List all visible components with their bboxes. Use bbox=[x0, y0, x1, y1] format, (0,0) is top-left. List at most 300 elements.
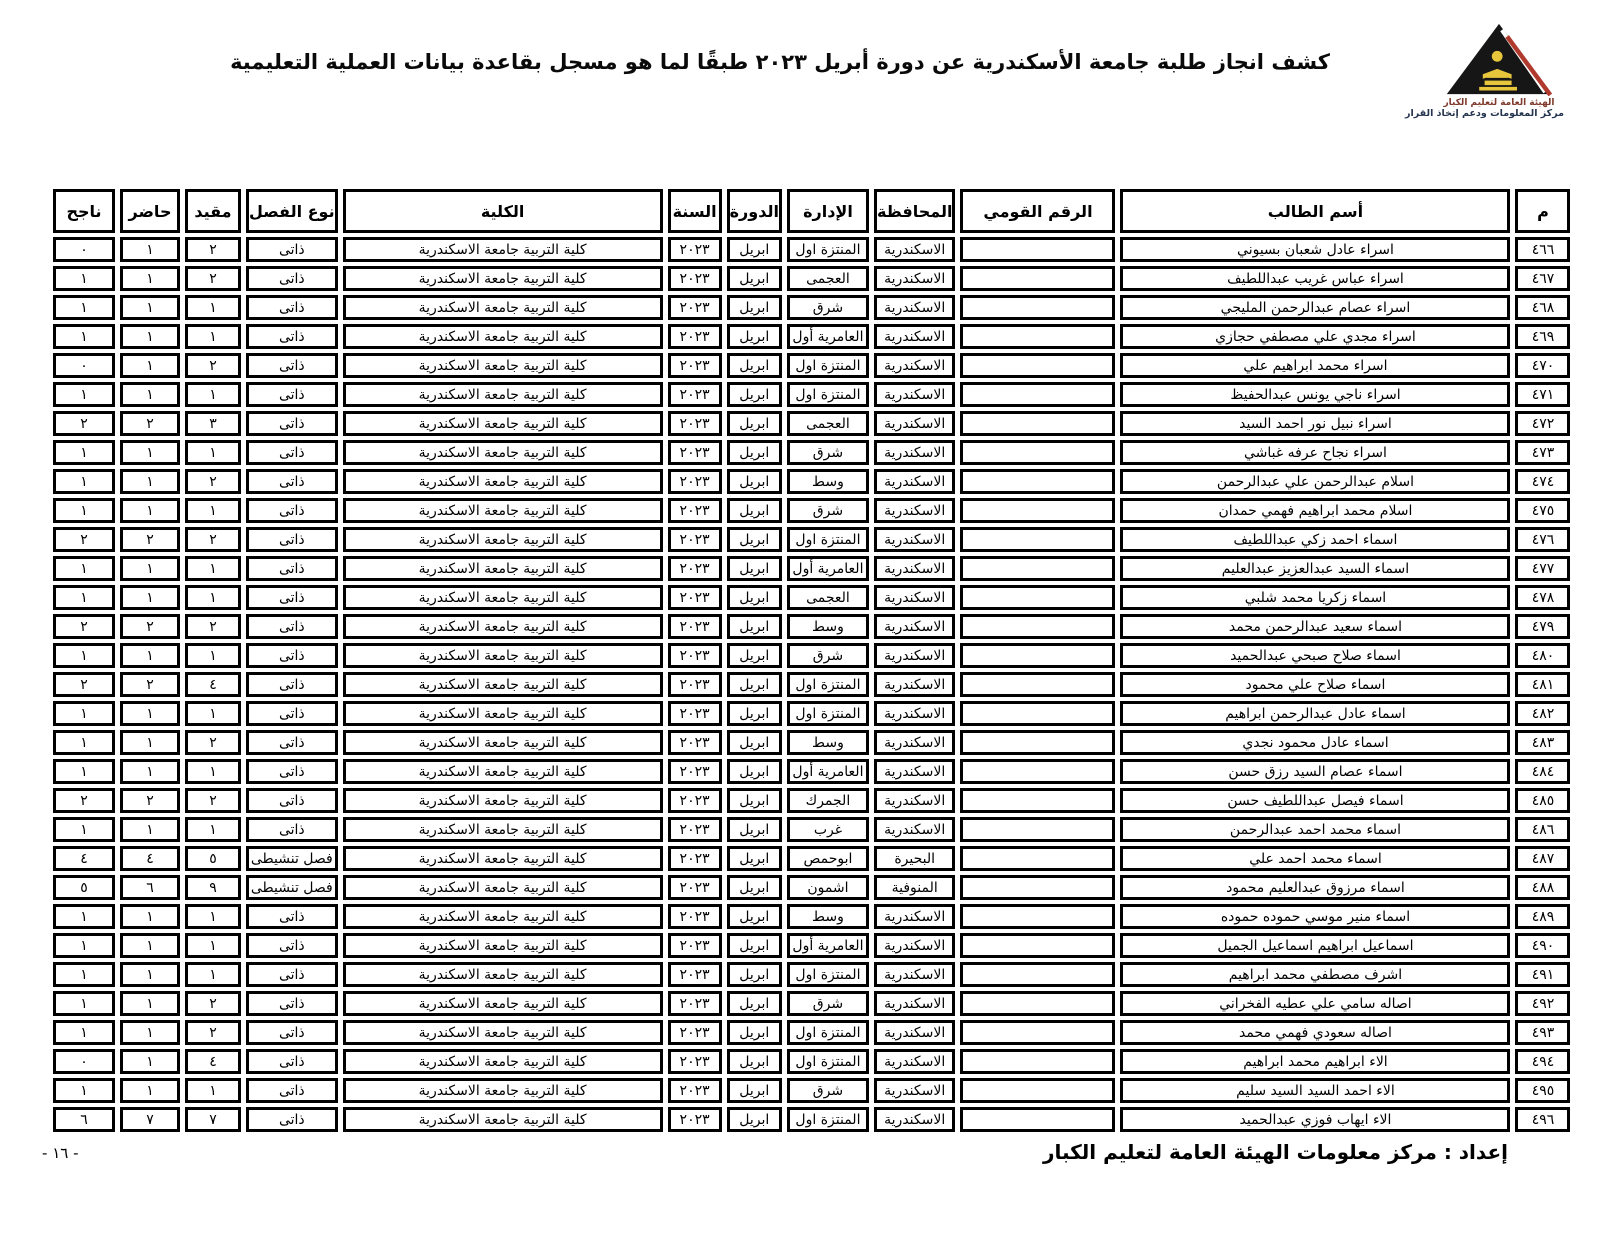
cell-college: كلية التربية جامعة الاسكندرية bbox=[343, 295, 663, 320]
table-header-row bbox=[53, 189, 1570, 233]
cell-year: ٢٠٢٣ bbox=[668, 1078, 722, 1103]
cell-passed: ١ bbox=[53, 817, 115, 842]
cell-governorate: المنوفية bbox=[874, 875, 956, 900]
cell-governorate: الاسكندرية bbox=[874, 585, 956, 610]
cell-enrolled: ٢ bbox=[185, 991, 241, 1016]
cell-enrolled: ٤ bbox=[185, 672, 241, 697]
cell-administration: شرق bbox=[787, 440, 869, 465]
cell-session: ابريل bbox=[727, 991, 782, 1016]
cell-national_id bbox=[960, 933, 1115, 958]
cell-passed: ١ bbox=[53, 295, 115, 320]
cell-no: ٤٧١ bbox=[1515, 382, 1570, 407]
cell-governorate: الاسكندرية bbox=[874, 498, 956, 523]
cell-present: ١ bbox=[120, 382, 180, 407]
cell-session: ابريل bbox=[727, 1049, 782, 1074]
cell-no: ٤٨٣ bbox=[1515, 730, 1570, 755]
cell-year: ٢٠٢٣ bbox=[668, 237, 722, 262]
cell-enrolled: ٢ bbox=[185, 614, 241, 639]
student-row bbox=[53, 585, 1570, 610]
cell-year: ٢٠٢٣ bbox=[668, 1107, 722, 1132]
cell-present: ١ bbox=[120, 933, 180, 958]
cell-no: ٤٨١ bbox=[1515, 672, 1570, 697]
cell-passed: ١ bbox=[53, 469, 115, 494]
cell-administration: المنتزة اول bbox=[787, 672, 869, 697]
cell-enrolled: ٣ bbox=[185, 411, 241, 436]
cell-present: ٦ bbox=[120, 875, 180, 900]
cell-year: ٢٠٢٣ bbox=[668, 614, 722, 639]
cell-no: ٤٧٦ bbox=[1515, 527, 1570, 552]
cell-class_type: ذاتى bbox=[246, 1107, 338, 1132]
cell-present: ١ bbox=[120, 469, 180, 494]
cell-college: كلية التربية جامعة الاسكندرية bbox=[343, 1049, 663, 1074]
cell-year: ٢٠٢٣ bbox=[668, 817, 722, 842]
cell-present: ١ bbox=[120, 904, 180, 929]
table-body bbox=[53, 237, 1570, 1132]
cell-enrolled: ٤ bbox=[185, 1049, 241, 1074]
cell-name: اسماء زكريا محمد شلبي bbox=[1120, 585, 1510, 610]
cell-administration: شرق bbox=[787, 295, 869, 320]
cell-administration: غرب bbox=[787, 817, 869, 842]
student-row bbox=[53, 1020, 1570, 1045]
cell-year: ٢٠٢٣ bbox=[668, 498, 722, 523]
student-row bbox=[53, 237, 1570, 262]
student-row bbox=[53, 411, 1570, 436]
cell-college: كلية التربية جامعة الاسكندرية bbox=[343, 527, 663, 552]
prepared-by-note: إعداد : مركز معلومات الهيئة العامة لتعليم الكبار bbox=[1042, 1140, 1508, 1164]
student-row bbox=[53, 991, 1570, 1016]
student-row bbox=[53, 904, 1570, 929]
cell-national_id bbox=[960, 585, 1115, 610]
cell-name: اسماء صلاح علي محمود bbox=[1120, 672, 1510, 697]
column-header-no: م bbox=[1515, 189, 1570, 233]
cell-administration: وسط bbox=[787, 730, 869, 755]
students-report-table bbox=[48, 185, 1575, 1136]
cell-college: كلية التربية جامعة الاسكندرية bbox=[343, 353, 663, 378]
cell-session: ابريل bbox=[727, 730, 782, 755]
cell-college: كلية التربية جامعة الاسكندرية bbox=[343, 846, 663, 871]
cell-enrolled: ٢ bbox=[185, 730, 241, 755]
cell-no: ٤٨٧ bbox=[1515, 846, 1570, 871]
cell-name: اصاله سامي علي عطيه الفخراني bbox=[1120, 991, 1510, 1016]
cell-year: ٢٠٢٣ bbox=[668, 1049, 722, 1074]
cell-enrolled: ١ bbox=[185, 962, 241, 987]
cell-year: ٢٠٢٣ bbox=[668, 382, 722, 407]
cell-no: ٤٨٢ bbox=[1515, 701, 1570, 726]
cell-no: ٤٦٧ bbox=[1515, 266, 1570, 291]
student-row bbox=[53, 643, 1570, 668]
cell-administration: العامرية أول bbox=[787, 556, 869, 581]
cell-college: كلية التربية جامعة الاسكندرية bbox=[343, 440, 663, 465]
cell-governorate: الاسكندرية bbox=[874, 411, 956, 436]
cell-session: ابريل bbox=[727, 237, 782, 262]
cell-governorate: الاسكندرية bbox=[874, 440, 956, 465]
cell-no: ٤٨٨ bbox=[1515, 875, 1570, 900]
cell-enrolled: ١ bbox=[185, 817, 241, 842]
cell-national_id bbox=[960, 324, 1115, 349]
cell-passed: ١ bbox=[53, 498, 115, 523]
cell-national_id bbox=[960, 1049, 1115, 1074]
cell-national_id bbox=[960, 382, 1115, 407]
cell-college: كلية التربية جامعة الاسكندرية bbox=[343, 585, 663, 610]
cell-present: ١ bbox=[120, 991, 180, 1016]
cell-enrolled: ٢ bbox=[185, 527, 241, 552]
cell-national_id bbox=[960, 846, 1115, 871]
cell-no: ٤٨٩ bbox=[1515, 904, 1570, 929]
cell-name: اسماء مرزوق عبدالعليم محمود bbox=[1120, 875, 1510, 900]
cell-present: ٧ bbox=[120, 1107, 180, 1132]
cell-session: ابريل bbox=[727, 672, 782, 697]
column-header-college: الكلية bbox=[343, 189, 663, 233]
cell-passed: ١ bbox=[53, 904, 115, 929]
student-row bbox=[53, 759, 1570, 784]
cell-session: ابريل bbox=[727, 962, 782, 987]
cell-enrolled: ١ bbox=[185, 759, 241, 784]
cell-college: كلية التربية جامعة الاسكندرية bbox=[343, 498, 663, 523]
column-header-governorate: المحافظة bbox=[874, 189, 956, 233]
cell-governorate: الاسكندرية bbox=[874, 1078, 956, 1103]
cell-governorate: الاسكندرية bbox=[874, 643, 956, 668]
cell-class_type: ذاتى bbox=[246, 527, 338, 552]
cell-administration: المنتزة اول bbox=[787, 353, 869, 378]
cell-governorate: الاسكندرية bbox=[874, 469, 956, 494]
cell-college: كلية التربية جامعة الاسكندرية bbox=[343, 759, 663, 784]
cell-class_type: ذاتى bbox=[246, 904, 338, 929]
cell-year: ٢٠٢٣ bbox=[668, 991, 722, 1016]
cell-name: اسماعيل ابراهيم اسماعيل الجميل bbox=[1120, 933, 1510, 958]
cell-name: اشرف مصطفي محمد ابراهيم bbox=[1120, 962, 1510, 987]
cell-class_type: ذاتى bbox=[246, 962, 338, 987]
cell-name: اسراء ناجي يونس عبدالحفيظ bbox=[1120, 382, 1510, 407]
cell-no: ٤٧٣ bbox=[1515, 440, 1570, 465]
student-row bbox=[53, 527, 1570, 552]
cell-administration: شرق bbox=[787, 1078, 869, 1103]
cell-name: اسماء عادل محمود نجدي bbox=[1120, 730, 1510, 755]
cell-year: ٢٠٢٣ bbox=[668, 875, 722, 900]
cell-administration: وسط bbox=[787, 469, 869, 494]
cell-session: ابريل bbox=[727, 469, 782, 494]
column-header-enrolled: مقيد bbox=[185, 189, 241, 233]
cell-class_type: ذاتى bbox=[246, 556, 338, 581]
cell-session: ابريل bbox=[727, 933, 782, 958]
cell-passed: ٤ bbox=[53, 846, 115, 871]
cell-administration: المنتزة اول bbox=[787, 382, 869, 407]
student-row bbox=[53, 353, 1570, 378]
cell-name: اسماء محمد احمد عبدالرحمن bbox=[1120, 817, 1510, 842]
cell-national_id bbox=[960, 1020, 1115, 1045]
cell-present: ١ bbox=[120, 701, 180, 726]
cell-administration: العامرية أول bbox=[787, 759, 869, 784]
cell-name: الاء ايهاب فوزي عبدالحميد bbox=[1120, 1107, 1510, 1132]
cell-enrolled: ٢ bbox=[185, 788, 241, 813]
cell-year: ٢٠٢٣ bbox=[668, 411, 722, 436]
student-row bbox=[53, 469, 1570, 494]
cell-present: ٢ bbox=[120, 411, 180, 436]
cell-session: ابريل bbox=[727, 498, 782, 523]
cell-administration: اشمون bbox=[787, 875, 869, 900]
cell-class_type: ذاتى bbox=[246, 672, 338, 697]
cell-year: ٢٠٢٣ bbox=[668, 788, 722, 813]
cell-college: كلية التربية جامعة الاسكندرية bbox=[343, 701, 663, 726]
cell-national_id bbox=[960, 237, 1115, 262]
cell-class_type: ذاتى bbox=[246, 701, 338, 726]
cell-present: ٢ bbox=[120, 614, 180, 639]
cell-administration: وسط bbox=[787, 904, 869, 929]
cell-name: اسراء عصام عبدالرحمن المليجي bbox=[1120, 295, 1510, 320]
cell-college: كلية التربية جامعة الاسكندرية bbox=[343, 556, 663, 581]
cell-session: ابريل bbox=[727, 614, 782, 639]
cell-administration: المنتزة اول bbox=[787, 237, 869, 262]
cell-passed: ١ bbox=[53, 382, 115, 407]
cell-passed: ٢ bbox=[53, 672, 115, 697]
authority-logo bbox=[1405, 22, 1564, 119]
cell-class_type: ذاتى bbox=[246, 788, 338, 813]
cell-college: كلية التربية جامعة الاسكندرية bbox=[343, 1107, 663, 1132]
cell-name: اصاله سعودي فهمي محمد bbox=[1120, 1020, 1510, 1045]
cell-governorate: الاسكندرية bbox=[874, 1107, 956, 1132]
cell-no: ٤٩٦ bbox=[1515, 1107, 1570, 1132]
cell-session: ابريل bbox=[727, 585, 782, 610]
column-header-passed: ناجح bbox=[53, 189, 115, 233]
cell-administration: المنتزة اول bbox=[787, 527, 869, 552]
cell-enrolled: ١ bbox=[185, 556, 241, 581]
cell-passed: ٠ bbox=[53, 1049, 115, 1074]
column-header-name: أسم الطالب bbox=[1120, 189, 1510, 233]
cell-present: ١ bbox=[120, 730, 180, 755]
cell-year: ٢٠٢٣ bbox=[668, 1020, 722, 1045]
cell-present: ١ bbox=[120, 962, 180, 987]
cell-name: اسراء نبيل نور احمد السيد bbox=[1120, 411, 1510, 436]
student-row bbox=[53, 440, 1570, 465]
cell-college: كلية التربية جامعة الاسكندرية bbox=[343, 614, 663, 639]
cell-passed: ١ bbox=[53, 933, 115, 958]
cell-session: ابريل bbox=[727, 643, 782, 668]
cell-name: اسماء صلاح صبحي عبدالحميد bbox=[1120, 643, 1510, 668]
cell-national_id bbox=[960, 266, 1115, 291]
cell-no: ٤٧٢ bbox=[1515, 411, 1570, 436]
cell-passed: ١ bbox=[53, 643, 115, 668]
cell-enrolled: ١ bbox=[185, 498, 241, 523]
cell-college: كلية التربية جامعة الاسكندرية bbox=[343, 904, 663, 929]
cell-administration: وسط bbox=[787, 614, 869, 639]
cell-governorate: الاسكندرية bbox=[874, 614, 956, 639]
cell-no: ٤٩٣ bbox=[1515, 1020, 1570, 1045]
cell-session: ابريل bbox=[727, 556, 782, 581]
cell-enrolled: ١ bbox=[185, 701, 241, 726]
cell-college: كلية التربية جامعة الاسكندرية bbox=[343, 1078, 663, 1103]
cell-passed: ٥ bbox=[53, 875, 115, 900]
cell-enrolled: ٢ bbox=[185, 469, 241, 494]
cell-session: ابريل bbox=[727, 527, 782, 552]
student-row bbox=[53, 295, 1570, 320]
cell-college: كلية التربية جامعة الاسكندرية bbox=[343, 730, 663, 755]
cell-class_type: ذاتى bbox=[246, 817, 338, 842]
cell-class_type: ذاتى bbox=[246, 324, 338, 349]
cell-administration: المنتزة اول bbox=[787, 962, 869, 987]
cell-session: ابريل bbox=[727, 382, 782, 407]
cell-name: اسماء سعيد عبدالرحمن محمد bbox=[1120, 614, 1510, 639]
cell-present: ٤ bbox=[120, 846, 180, 871]
cell-class_type: ذاتى bbox=[246, 991, 338, 1016]
table-head bbox=[53, 189, 1570, 233]
cell-governorate: الاسكندرية bbox=[874, 295, 956, 320]
student-row bbox=[53, 962, 1570, 987]
cell-present: ١ bbox=[120, 324, 180, 349]
cell-national_id bbox=[960, 295, 1115, 320]
cell-passed: ٢ bbox=[53, 411, 115, 436]
student-row bbox=[53, 1107, 1570, 1132]
cell-name: الاء احمد السيد السيد سليم bbox=[1120, 1078, 1510, 1103]
cell-year: ٢٠٢٣ bbox=[668, 353, 722, 378]
cell-national_id bbox=[960, 672, 1115, 697]
cell-college: كلية التربية جامعة الاسكندرية bbox=[343, 933, 663, 958]
cell-passed: ١ bbox=[53, 1020, 115, 1045]
cell-no: ٤٨٠ bbox=[1515, 643, 1570, 668]
cell-year: ٢٠٢٣ bbox=[668, 759, 722, 784]
cell-present: ١ bbox=[120, 440, 180, 465]
cell-enrolled: ٥ bbox=[185, 846, 241, 871]
cell-no: ٤٧٨ bbox=[1515, 585, 1570, 610]
student-row bbox=[53, 730, 1570, 755]
cell-class_type: ذاتى bbox=[246, 411, 338, 436]
cell-governorate: الاسكندرية bbox=[874, 904, 956, 929]
cell-class_type: ذاتى bbox=[246, 498, 338, 523]
cell-session: ابريل bbox=[727, 817, 782, 842]
cell-year: ٢٠٢٣ bbox=[668, 585, 722, 610]
cell-name: اسماء احمد زكي عبداللطيف bbox=[1120, 527, 1510, 552]
cell-session: ابريل bbox=[727, 788, 782, 813]
cell-name: اسراء مجدي علي مصطفي حجازي bbox=[1120, 324, 1510, 349]
cell-administration: ابوحمص bbox=[787, 846, 869, 871]
cell-session: ابريل bbox=[727, 411, 782, 436]
column-header-administration: الإدارة bbox=[787, 189, 869, 233]
cell-class_type: فصل تنشيطى bbox=[246, 875, 338, 900]
cell-enrolled: ١ bbox=[185, 933, 241, 958]
cell-class_type: ذاتى bbox=[246, 353, 338, 378]
cell-college: كلية التربية جامعة الاسكندرية bbox=[343, 643, 663, 668]
student-row bbox=[53, 556, 1570, 581]
cell-administration: العجمى bbox=[787, 411, 869, 436]
cell-governorate: الاسكندرية bbox=[874, 266, 956, 291]
column-header-national_id: الرقم القومي bbox=[960, 189, 1115, 233]
cell-governorate: الاسكندرية bbox=[874, 353, 956, 378]
cell-national_id bbox=[960, 614, 1115, 639]
cell-college: كلية التربية جامعة الاسكندرية bbox=[343, 1020, 663, 1045]
cell-governorate: الاسكندرية bbox=[874, 933, 956, 958]
cell-enrolled: ٢ bbox=[185, 353, 241, 378]
cell-no: ٤٧٩ bbox=[1515, 614, 1570, 639]
column-header-class_type: نوع الفصل bbox=[246, 189, 338, 233]
cell-no: ٤٨٤ bbox=[1515, 759, 1570, 784]
cell-enrolled: ١ bbox=[185, 324, 241, 349]
cell-national_id bbox=[960, 556, 1115, 581]
student-row bbox=[53, 1049, 1570, 1074]
cell-class_type: ذاتى bbox=[246, 295, 338, 320]
cell-passed: ٢ bbox=[53, 788, 115, 813]
cell-enrolled: ١ bbox=[185, 1078, 241, 1103]
cell-passed: ١ bbox=[53, 759, 115, 784]
cell-present: ١ bbox=[120, 556, 180, 581]
cell-administration: الجمرك bbox=[787, 788, 869, 813]
cell-name: اسماء محمد احمد علي bbox=[1120, 846, 1510, 871]
cell-passed: ١ bbox=[53, 324, 115, 349]
cell-session: ابريل bbox=[727, 440, 782, 465]
cell-present: ١ bbox=[120, 1078, 180, 1103]
cell-session: ابريل bbox=[727, 1078, 782, 1103]
cell-national_id bbox=[960, 527, 1115, 552]
cell-college: كلية التربية جامعة الاسكندرية bbox=[343, 875, 663, 900]
cell-present: ١ bbox=[120, 353, 180, 378]
cell-administration: العجمى bbox=[787, 585, 869, 610]
logo-text-line2: مركز المعلومات ودعم إتخاذ القرار bbox=[1405, 108, 1564, 119]
cell-session: ابريل bbox=[727, 266, 782, 291]
cell-governorate: الاسكندرية bbox=[874, 237, 956, 262]
cell-governorate: الاسكندرية bbox=[874, 701, 956, 726]
cell-enrolled: ١ bbox=[185, 440, 241, 465]
cell-class_type: ذاتى bbox=[246, 266, 338, 291]
cell-administration: شرق bbox=[787, 498, 869, 523]
cell-national_id bbox=[960, 817, 1115, 842]
cell-passed: ١ bbox=[53, 440, 115, 465]
student-row bbox=[53, 788, 1570, 813]
cell-year: ٢٠٢٣ bbox=[668, 295, 722, 320]
cell-year: ٢٠٢٣ bbox=[668, 266, 722, 291]
cell-name: اسماء عصام السيد رزق حسن bbox=[1120, 759, 1510, 784]
cell-no: ٤٧٠ bbox=[1515, 353, 1570, 378]
cell-governorate: الاسكندرية bbox=[874, 324, 956, 349]
cell-passed: ١ bbox=[53, 266, 115, 291]
cell-enrolled: ١ bbox=[185, 904, 241, 929]
cell-year: ٢٠٢٣ bbox=[668, 324, 722, 349]
cell-national_id bbox=[960, 962, 1115, 987]
cell-national_id bbox=[960, 1078, 1115, 1103]
cell-class_type: ذاتى bbox=[246, 759, 338, 784]
cell-session: ابريل bbox=[727, 875, 782, 900]
student-row bbox=[53, 498, 1570, 523]
cell-administration: المنتزة اول bbox=[787, 701, 869, 726]
cell-national_id bbox=[960, 991, 1115, 1016]
cell-year: ٢٠٢٣ bbox=[668, 556, 722, 581]
cell-passed: ١ bbox=[53, 556, 115, 581]
cell-year: ٢٠٢٣ bbox=[668, 904, 722, 929]
cell-national_id bbox=[960, 353, 1115, 378]
cell-enrolled: ٢ bbox=[185, 237, 241, 262]
cell-administration: شرق bbox=[787, 991, 869, 1016]
cell-national_id bbox=[960, 759, 1115, 784]
student-row bbox=[53, 817, 1570, 842]
cell-passed: ٢ bbox=[53, 527, 115, 552]
cell-no: ٤٦٦ bbox=[1515, 237, 1570, 262]
cell-present: ١ bbox=[120, 498, 180, 523]
cell-college: كلية التربية جامعة الاسكندرية bbox=[343, 237, 663, 262]
cell-present: ٢ bbox=[120, 672, 180, 697]
cell-name: اسراء نجاح عرفه غباشي bbox=[1120, 440, 1510, 465]
cell-present: ٢ bbox=[120, 527, 180, 552]
student-row bbox=[53, 266, 1570, 291]
cell-class_type: ذاتى bbox=[246, 643, 338, 668]
cell-present: ١ bbox=[120, 266, 180, 291]
cell-session: ابريل bbox=[727, 324, 782, 349]
student-row bbox=[53, 846, 1570, 871]
cell-national_id bbox=[960, 875, 1115, 900]
cell-governorate: الاسكندرية bbox=[874, 1049, 956, 1074]
cell-no: ٤٩٢ bbox=[1515, 991, 1570, 1016]
cell-no: ٤٦٨ bbox=[1515, 295, 1570, 320]
cell-passed: ٢ bbox=[53, 614, 115, 639]
cell-session: ابريل bbox=[727, 904, 782, 929]
cell-class_type: ذاتى bbox=[246, 382, 338, 407]
student-row bbox=[53, 875, 1570, 900]
cell-class_type: ذاتى bbox=[246, 469, 338, 494]
